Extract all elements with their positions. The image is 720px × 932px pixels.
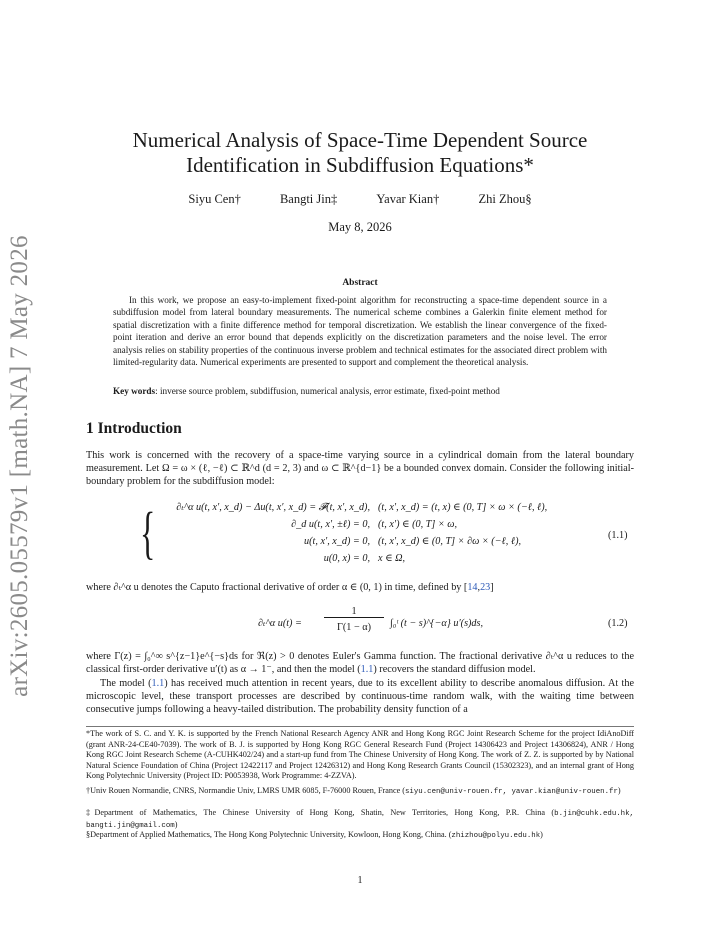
gamma-text-end: ) recovers the standard diffusion model. (373, 664, 536, 676)
footnote-cuhk-email[interactable]: b.jin@cuhk.edu.hk, bangti.jin@gmail.com (86, 810, 634, 830)
system-line-1-rhs: (t, x′, x_d) = (t, x) ∈ (0, T] × ω × (−ℓ, ℓ), (378, 502, 548, 513)
citation-14[interactable]: 14 (467, 582, 478, 593)
footnote-polyu-close: ) (540, 830, 543, 839)
footnote-cuhk-close: ) (174, 819, 178, 829)
equation-number-1-1: (1.1) (608, 530, 628, 541)
keywords (113, 386, 607, 396)
gamma-text: where Γ(z) = ∫₀^∞ s^{z−1}e^{−s}ds for ℜ(z) > 0 denotes Euler's Gamma function. The fractional derivative ∂ₜ^α u reduces to the classical first-order derivative u′(t) as α → 1⁻, and then the model ( (86, 651, 634, 676)
footnote-rouen-close: ) (617, 786, 621, 795)
system-line-2-lhs: ∂_d u(t, x′, ±ℓ) = 0, (291, 519, 370, 530)
paper-title (100, 128, 620, 178)
caputo-definition-text: where ∂ₜ^α u denotes the Caputo fractional derivative of order α ∈ (0, 1) in time, defined by [14,23] (86, 582, 494, 593)
author-1: Siyu Cen† (188, 192, 241, 206)
title-line-1: Numerical Analysis of Space-Time Dependent Source (132, 128, 588, 152)
section-heading: 1 Introduction (86, 420, 182, 437)
equation-number-1-2: (1.2) (608, 618, 628, 629)
author-4: Zhi Zhou§ (478, 192, 532, 206)
footnote-polyu-email[interactable]: zhizhou@polyu.edu.hk (451, 832, 541, 840)
page-number: 1 (357, 875, 363, 886)
footnote-rouen-email[interactable]: siyu.cen@univ-rouen.fr, yavar.kian@univ-rouen.fr (405, 788, 618, 796)
model-text: The model ( (100, 678, 152, 689)
eq2-lhs: ∂ₜ^α u(t) = (258, 618, 302, 629)
footnote-cuhk (86, 808, 634, 831)
eq2-numerator: 1 (324, 606, 384, 618)
footnote-rouen-text: †Univ Rouen Normandie, CNRS, Normandie Univ, LMRS UMR 6085, F-76000 Rouen, France ( (86, 786, 405, 795)
footnote-divider (86, 726, 634, 727)
abstract-body: In this work, we propose an easy-to-implement fixed-point algorithm for reconstructing a space-time dependent source in a subdiffusion model from lateral boundary measurements. The numerical scheme combines a Galerkin finite element method for spatial discretization with a finite difference method for temporal discretization. We establish the linear convergence of the fixed-point iteration and derive an error bound that depends explicitly on the discretization parameters and the noise level. The error analysis relies on stability properties of the continuous inverse problem and technical estimates for the associated direct problem with limited-regularity data. Numerical experiments are presented to support and complement the theoretical analysis. (113, 295, 607, 368)
citation-close: ] (490, 582, 494, 593)
equation-1-2 (258, 606, 484, 646)
system-line-4-lhs: u(0, x) = 0, (323, 553, 370, 564)
citation-23[interactable]: 23 (480, 582, 491, 593)
model-text-end: ) has received much attention in recent years, due to its excellent ability to describe anomalous diffusion. At the microscopic level, these transport processes are described by continuous-time random walk, with the waiting time between consecutive jumps following a heavy-tailed distribution. The probability density function of a (86, 678, 634, 716)
eq2-denominator: Γ(1 − α) (337, 622, 371, 633)
footnote-cuhk-text: ‡Department of Mathematics, The Chinese University of Hong Kong, Shatin, New Territories, Hong Kong, P.R. China ( (86, 808, 555, 817)
footnote-polyu-text: §Department of Applied Mathematics, The Hong Kong Polytechnic University, Kowloon, Hong Kong, China. ( (86, 830, 452, 839)
footnote-funding: *The work of S. C. and Y. K. is supported by the French National Research Agency ANR and Hong Kong RGC Joint Research Scheme for the project IdiAnoDiff (grant ANR-24-CE40-7039). The work of B. J. is supported by Hong Kong RGC General Research Fund (Project 14306423 and Project 14306824), ANR / Hong Kong RGC Joint Research Scheme (A-CUHK402/24) and a start-up fund from The Chinese University of Hong Kong. The work of Z. Z. is supported by by National Natural Science Foundation of China (Project 12422117 and Project 12426312) and Hong Kong Research Grants Council (15302323), and an internal grant of Hong Kong Polytechnic University (Project ID: P0053938, Work Programme: 4-ZZVA). (86, 729, 634, 781)
footnote-polyu (86, 830, 634, 842)
author-2: Bangti Jin‡ (279, 192, 338, 206)
system-line-2-rhs: (t, x′) ∈ (0, T] × ω, (378, 519, 458, 530)
paper-date: May 8, 2026 (328, 220, 392, 234)
keywords-label: Key words (113, 386, 156, 396)
ref-eq-1-1[interactable]: 1.1 (360, 664, 374, 676)
system-line-1-lhs: ∂ₜ^α u(t, x′, x_d) − Δu(t, x′, x_d) = 𝓕(t, x′, x_d), (176, 502, 370, 513)
system-line-3-rhs: (t, x′, x_d) ∈ (0, T] × ∂ω × (−ℓ, ℓ), (378, 536, 522, 547)
left-brace: { (140, 500, 156, 565)
system-line-3-lhs: u(t, x′, x_d) = 0, (304, 536, 370, 547)
arxiv-stamp: arXiv:2605.05579v1 [math.NA] 7 May 2026 (6, 235, 33, 697)
title-line-2: Identification in Subdiffusion Equations* (186, 153, 534, 177)
abstract-heading: Abstract (342, 278, 378, 288)
author-3: Yavar Kian† (376, 192, 440, 206)
intro-paragraph-1: This work is concerned with the recovery of a space-time varying source in a cylindrical domain from the lateral boundary measurement. Let Ω = ω × (ℓ, −ℓ) ⊂ ℝ^d (d = 2, 3) and ω ⊂ ℝ^{d−1} be a bounded convex domain. Consider the following initial-boundary problem for the subdiffusion model: (86, 450, 634, 488)
footnote-rouen (86, 786, 634, 798)
where-text: where ∂ₜ^α u denotes the Caputo fractional derivative of order α ∈ (0, 1) in time, defined by [ (86, 582, 468, 593)
intro-paragraph-2 (86, 650, 634, 676)
system-line-4-rhs: x ∈ Ω, (378, 553, 406, 564)
eq2-integral: ∫₀ᵗ (t − s)^{−α} u′(s)ds, (390, 618, 484, 629)
equation-system (140, 502, 620, 572)
intro-paragraph-3 (86, 677, 634, 717)
keywords-text: : inverse source problem, subdiffusion, numerical analysis, error estimate, fixed-point method (155, 386, 500, 396)
author-list (0, 192, 720, 207)
ref-eq-1-1-b[interactable]: 1.1 (151, 678, 165, 689)
